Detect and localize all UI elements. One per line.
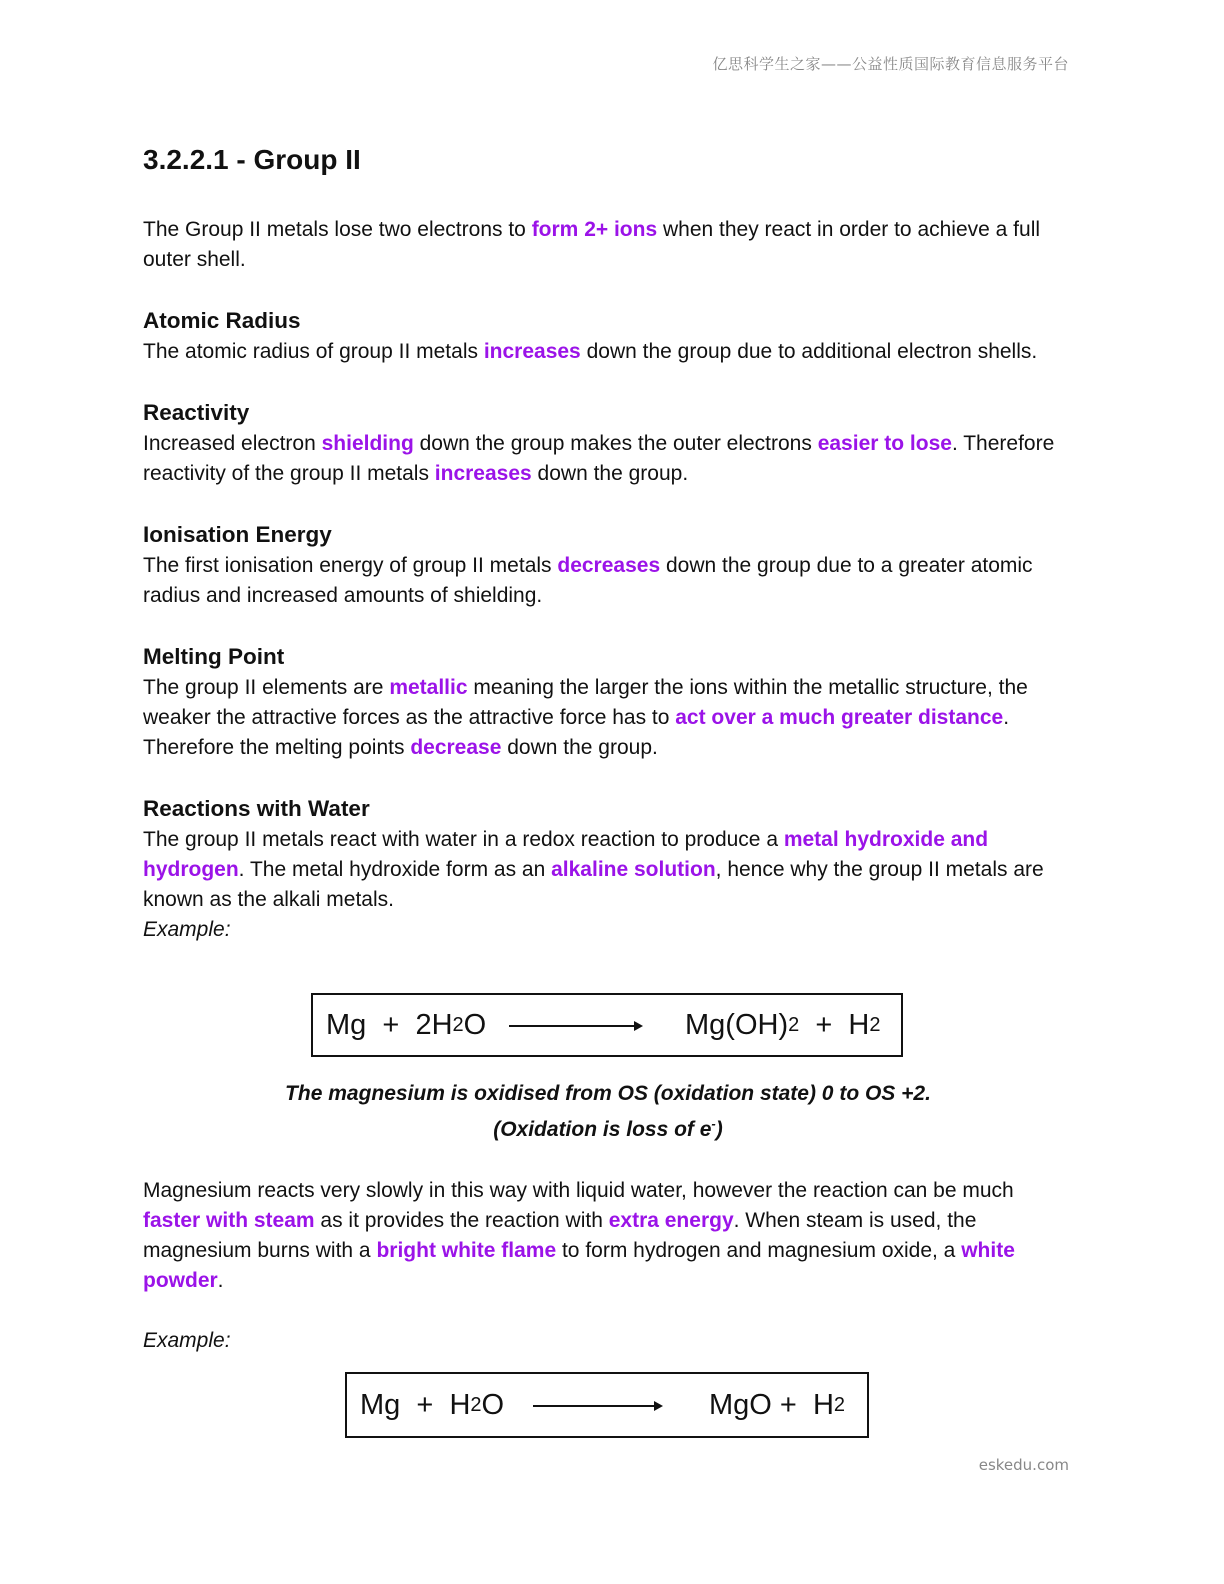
- text-run: ): [715, 1118, 723, 1141]
- text-run: . Therefore the melting points: [143, 706, 1010, 759]
- intro-paragraph: [143, 215, 1073, 275]
- text-run: meaning the larger the ions within the metallic structure, the weaker the attractive forces as the attractive force has to: [143, 676, 1028, 729]
- highlight-term: form 2+ ions: [531, 218, 658, 241]
- equation-box-mg-steam: [345, 1372, 869, 1438]
- highlight-term: decrease: [410, 736, 502, 759]
- eq-part: O: [481, 1388, 505, 1421]
- text-run: .: [217, 1269, 224, 1292]
- highlight-term: alkaline solution: [551, 858, 716, 881]
- section-steam: [143, 1176, 1073, 1356]
- highlight-term: decreases: [557, 554, 661, 577]
- reaction-arrow-icon: [509, 1025, 641, 1027]
- text-run: The Group II metals lose two electrons to: [143, 218, 532, 241]
- section-atomic-radius: [143, 305, 1073, 367]
- equation-products: MgO + H 2: [709, 1388, 846, 1421]
- text-run: down the group.: [501, 736, 658, 759]
- superscript: -: [711, 1116, 716, 1131]
- text-run: Increased electron: [143, 432, 322, 455]
- eq-part: O: [463, 1008, 487, 1041]
- highlight-term: act over a much greater distance: [675, 706, 1004, 729]
- example-label: Example:: [143, 1329, 231, 1352]
- text-run: to form hydrogen and magnesium oxide, a: [556, 1239, 962, 1262]
- equation-reactants: Mg + H 2 O: [360, 1388, 505, 1421]
- text-run: Magnesium reacts very slowly in this way with liquid water, however the reaction can be much: [143, 1179, 1014, 1202]
- eq-part: MgO + H: [709, 1388, 834, 1421]
- section-paragraph: [143, 825, 1073, 915]
- highlight-term: bright white flame: [376, 1239, 557, 1262]
- equation-reactants: Mg + 2H 2 O: [326, 1008, 487, 1041]
- text-run: , hence why the group II metals are known as the alkali metals.: [143, 858, 1044, 911]
- section-heading: Reactions with Water: [143, 796, 370, 821]
- page-title: 3.2.2.1 - Group II: [143, 144, 361, 175]
- equation-box-mg-water: [311, 993, 903, 1057]
- page-header: 亿思科学生之家——公益性质国际教育信息服务平台: [712, 55, 1069, 73]
- text-run: The group II elements are: [143, 676, 390, 699]
- section-melting-point: [143, 641, 1073, 763]
- equation-caption: [143, 1079, 1073, 1145]
- text-run: down the group due to additional electron shells.: [580, 340, 1038, 363]
- section-reactivity: [143, 397, 1073, 489]
- highlight-term: faster with steam: [143, 1209, 315, 1232]
- text-run: The group II metals react with water in a redox reaction to produce a: [143, 828, 784, 851]
- document-body: [143, 140, 1073, 1438]
- section-ionisation-energy: [143, 519, 1073, 611]
- eq-part: Mg(OH): [685, 1008, 789, 1041]
- text-run: down the group.: [531, 462, 689, 485]
- page-footer: eskedu.com: [978, 1456, 1069, 1474]
- section-paragraph: [143, 337, 1073, 367]
- section-paragraph: [143, 551, 1073, 611]
- highlight-term: easier to lose: [817, 432, 952, 455]
- highlight-term: increases: [434, 462, 532, 485]
- section-heading: Ionisation Energy: [143, 522, 332, 547]
- text-run: down the group makes the outer electrons: [413, 432, 818, 455]
- section-reactions-with-water: [143, 793, 1073, 945]
- text-run: . The metal hydroxide form as an: [238, 858, 552, 881]
- text-run: . When steam is used, the magnesium burns with a: [143, 1209, 977, 1262]
- text-run: The first ionisation energy of group II metals: [143, 554, 558, 577]
- highlight-term: metallic: [389, 676, 468, 699]
- text-run: as it provides the reaction with: [314, 1209, 609, 1232]
- highlight-term: metal hydroxide and hydrogen: [143, 828, 989, 881]
- text-run: The atomic radius of group II metals: [143, 340, 484, 363]
- caption-line: The magnesium is oxidised from OS (oxidation state) 0 to OS +2.: [285, 1082, 931, 1105]
- text-run: down the group due to a greater atomic radius and increased amounts of shielding.: [143, 554, 1033, 607]
- eq-part: + H: [799, 1008, 870, 1041]
- section-heading: Reactivity: [143, 400, 250, 425]
- section-paragraph: [143, 1176, 1073, 1296]
- equation-products: Mg(OH) 2 + H 2: [685, 1008, 881, 1041]
- text-run: . Therefore reactivity of the group II metals: [143, 432, 1055, 485]
- section-heading: Melting Point: [143, 644, 285, 669]
- highlight-term: white powder: [143, 1239, 1015, 1292]
- eq-part: Mg + 2H: [326, 1008, 453, 1041]
- highlight-term: extra energy: [608, 1209, 734, 1232]
- example-label: Example:: [143, 918, 231, 941]
- section-heading: Atomic Radius: [143, 308, 301, 333]
- reaction-arrow-icon: [533, 1405, 661, 1407]
- text-run: (Oxidation is loss of e: [493, 1118, 712, 1141]
- section-paragraph: [143, 673, 1073, 763]
- eq-part: Mg + H: [360, 1388, 471, 1421]
- caption-line: [143, 1109, 1073, 1145]
- section-paragraph: [143, 429, 1073, 489]
- highlight-term: shielding: [321, 432, 414, 455]
- highlight-term: increases: [483, 340, 581, 363]
- text-run: when they react in order to achieve a full outer shell.: [143, 218, 1041, 271]
